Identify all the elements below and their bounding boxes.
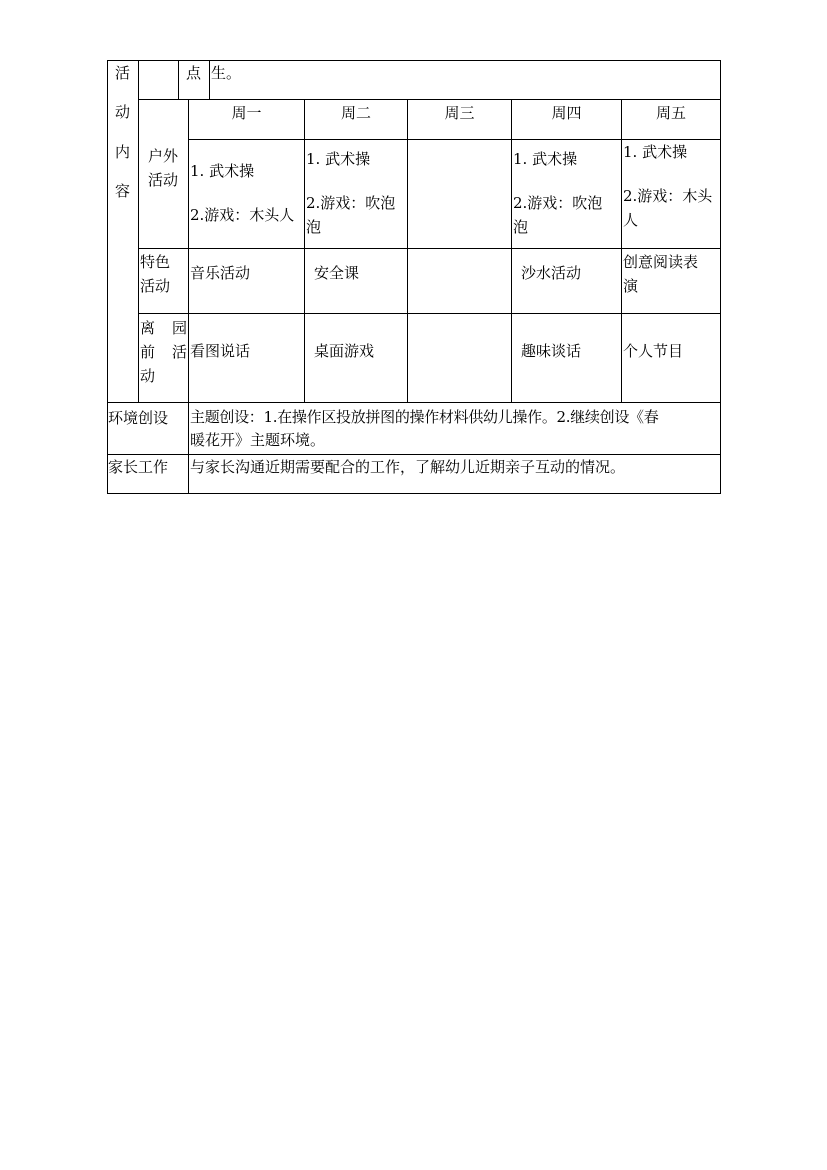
col-divider	[209, 60, 210, 100]
top-row-cell-b: 生。	[211, 64, 242, 82]
leaving-label-char: 园	[172, 319, 188, 337]
leaving-label-char: 前	[140, 343, 156, 361]
special-label: 活动	[140, 277, 171, 295]
environment-label: 环境创设	[108, 409, 169, 427]
outdoor-tue-item: 1. 武术操	[306, 150, 371, 168]
leaving-label-char: 活	[172, 343, 188, 361]
outdoor-tue-item: 泡	[306, 218, 322, 236]
outdoor-label: 活动	[148, 171, 179, 189]
outdoor-thu-item: 2.游戏：吹泡	[513, 194, 603, 212]
col-divider	[178, 60, 179, 100]
weekday-header: 周二	[340, 104, 371, 122]
row-divider	[107, 402, 721, 403]
col-divider	[621, 99, 622, 403]
row-divider	[138, 99, 721, 100]
col-divider	[304, 99, 305, 403]
special-label: 特色	[140, 253, 171, 271]
activity-content-label-char: 活	[115, 64, 131, 82]
outdoor-fri-item: 人	[623, 211, 639, 229]
outdoor-thu-item: 泡	[513, 218, 529, 236]
table-border-bottom	[107, 493, 721, 494]
weekday-header: 周四	[551, 104, 582, 122]
activity-content-label-char: 内	[115, 143, 131, 161]
special-mon: 音乐活动	[190, 264, 251, 282]
leaving-label-char: 离	[140, 319, 156, 337]
environment-text: 暖花开》主题环境。	[190, 431, 326, 449]
row-divider	[188, 139, 721, 140]
special-fri: 演	[623, 277, 639, 295]
outdoor-mon-item: 2.游戏：木头人	[190, 206, 295, 224]
col-divider	[511, 99, 512, 403]
leaving-mon: 看图说话	[190, 342, 251, 360]
row-divider	[138, 313, 721, 314]
col-divider	[188, 99, 189, 494]
leaving-fri: 个人节目	[623, 342, 684, 360]
row-divider	[138, 248, 721, 249]
outdoor-fri-item: 2.游戏：木头	[623, 187, 713, 205]
parents-label: 家长工作	[108, 458, 169, 476]
outdoor-thu-item: 1. 武术操	[513, 150, 578, 168]
table-border-right	[720, 60, 721, 494]
table-border-top	[107, 60, 721, 61]
leaving-thu: 趣味谈话	[521, 342, 582, 360]
special-fri: 创意阅读表	[623, 253, 699, 271]
col-divider	[138, 60, 139, 403]
outdoor-label: 户外	[148, 147, 179, 165]
outdoor-tue-item: 2.游戏：吹泡	[306, 194, 396, 212]
special-tue: 安全课	[314, 264, 360, 282]
weekday-header: 周五	[655, 104, 686, 122]
row-divider	[107, 454, 721, 455]
leaving-label-char: 动	[140, 367, 156, 385]
activity-content-label-char: 动	[115, 103, 131, 121]
weekday-header: 周一	[231, 104, 262, 122]
top-row-cell-a: 点	[186, 64, 202, 82]
outdoor-mon-item: 1. 武术操	[190, 162, 255, 180]
leaving-tue: 桌面游戏	[314, 342, 375, 360]
col-divider	[407, 99, 408, 403]
outdoor-fri-item: 1. 武术操	[623, 143, 688, 161]
special-thu: 沙水活动	[521, 264, 582, 282]
parents-text: 与家长沟通近期需要配合的工作，了解幼儿近期亲子互动的情况。	[190, 458, 626, 476]
environment-text: 主题创设：1.在操作区投放拼图的操作材料供幼儿操作。2.继续创设《春	[190, 408, 659, 426]
weekday-header: 周三	[444, 104, 475, 122]
activity-content-label-char: 容	[115, 182, 131, 200]
